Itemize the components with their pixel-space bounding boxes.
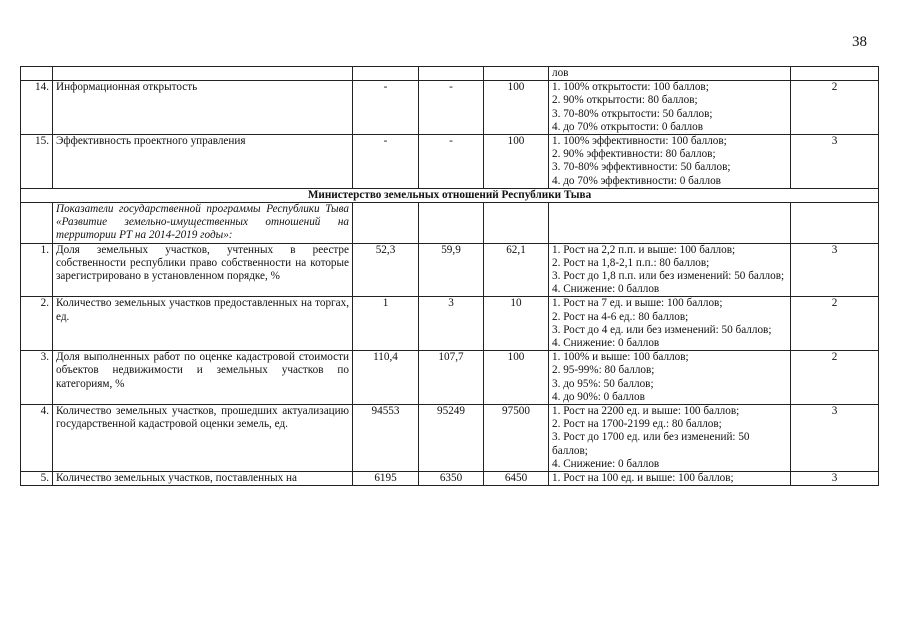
- program-subheader: Показатели государственной программы Республики Тыва «Развитие земельно-имущественных отношений на территории РТ на 2014-2019 годы»:: [53, 203, 353, 244]
- score-cell: 2: [791, 81, 879, 135]
- num-cell: 5.: [21, 472, 53, 486]
- criteria-cell: [549, 243, 791, 297]
- criteria-line: 2. Рост на 1,8-2,1 п.п.: 80 баллов;: [552, 256, 710, 269]
- num-cell: [21, 203, 53, 244]
- criteria-line: 4. до 70% открытости: 0 баллов: [552, 120, 704, 133]
- num-cell: 2.: [21, 297, 53, 351]
- value-1-cell: -: [353, 135, 419, 189]
- ministry-header-row: [21, 188, 879, 202]
- value-3-cell: 62,1: [484, 243, 549, 297]
- criteria-cell: [549, 203, 791, 244]
- num-cell: [21, 67, 53, 81]
- criteria-cell: [549, 405, 791, 472]
- value-cell: [484, 203, 549, 244]
- table-row: [21, 297, 879, 351]
- ministry-header: Министерство земельных отношений Республики Тыва: [21, 188, 879, 202]
- value-cell: [419, 203, 484, 244]
- score-cell: 3: [791, 472, 879, 486]
- table-body-top: [21, 67, 879, 189]
- criteria-line: 3. Рост до 4 ед. или без изменений: 50 баллов;: [552, 323, 772, 336]
- criteria-line: 2. Рост на 4-6 ед.: 80 баллов;: [552, 310, 689, 323]
- criteria-line: 3. Рост до 1,8 п.п. или без изменений: 50 баллов;: [552, 270, 785, 283]
- table-row: [21, 81, 879, 135]
- value-3-cell: 100: [484, 135, 549, 189]
- criteria-line: 4. до 90%: 0 баллов: [552, 390, 645, 403]
- num-cell: 1.: [21, 243, 53, 297]
- value-2-cell: 95249: [419, 405, 484, 472]
- ministry-section: [21, 188, 879, 243]
- value-cell: [353, 67, 419, 81]
- criteria-line: 3. 70-80% эффективности: 50 баллов;: [552, 161, 731, 174]
- score-cell: 2: [791, 297, 879, 351]
- table-row: [21, 405, 879, 472]
- name-cell: [53, 67, 353, 81]
- num-cell: 3.: [21, 351, 53, 405]
- value-2-cell: -: [419, 135, 484, 189]
- value-3-cell: 100: [484, 81, 549, 135]
- value-3-cell: 100: [484, 351, 549, 405]
- score-cell: 2: [791, 351, 879, 405]
- criteria-line: 2. Рост на 1700-2199 ед.: 80 баллов;: [552, 418, 722, 431]
- criteria-cell: [549, 67, 791, 81]
- criteria-line: 2. 95-99%: 80 баллов;: [552, 364, 655, 377]
- indicator-name-cell: Количество земельных участков, прошедших актуализацию государственной кадастровой оценки земель, ед.: [53, 405, 353, 472]
- value-2-cell: 59,9: [419, 243, 484, 297]
- value-cell: [419, 67, 484, 81]
- table-row: [21, 135, 879, 189]
- num-cell: 4.: [21, 405, 53, 472]
- indicator-name-cell: Количество земельных участков, поставленных на: [53, 472, 353, 486]
- value-cell: [484, 67, 549, 81]
- num-cell: 15.: [21, 135, 53, 189]
- value-3-cell: 97500: [484, 405, 549, 472]
- page-number: 38: [852, 34, 867, 50]
- criteria-cell: [549, 81, 791, 135]
- value-2-cell: 3: [419, 297, 484, 351]
- criteria-line: 4. Снижение: 0 баллов: [552, 283, 660, 296]
- criteria-line: 3. 70-80% открытости: 50 баллов;: [552, 107, 713, 120]
- value-2-cell: 107,7: [419, 351, 484, 405]
- criteria-line: 1. 100% открытости: 100 баллов;: [552, 81, 709, 94]
- score-cell: 3: [791, 135, 879, 189]
- criteria-cell: [549, 297, 791, 351]
- value-1-cell: 110,4: [353, 351, 419, 405]
- table-row: [21, 243, 879, 297]
- indicator-name-cell: Доля выполненных работ по оценке кадастровой стоимости объектов недвижимости и земельных участков по категориям, %: [53, 351, 353, 405]
- indicator-name-cell: Количество земельных участков предоставленных на торгах, ед.: [53, 297, 353, 351]
- table-body-bottom: [21, 243, 879, 486]
- value-1-cell: 94553: [353, 405, 419, 472]
- table-row: [21, 351, 879, 405]
- criteria-line: 3. до 95%: 50 баллов;: [552, 377, 654, 390]
- table-row: [21, 472, 879, 486]
- value-3-cell: 6450: [484, 472, 549, 486]
- value-3-cell: 10: [484, 297, 549, 351]
- value-cell: [353, 203, 419, 244]
- program-subheader-row: [21, 203, 879, 244]
- criteria-cell: [549, 135, 791, 189]
- value-2-cell: -: [419, 81, 484, 135]
- table-row: [21, 67, 879, 81]
- score-cell: 3: [791, 243, 879, 297]
- value-1-cell: 52,3: [353, 243, 419, 297]
- criteria-line: 4. Снижение: 0 баллов: [552, 337, 660, 350]
- criteria-line: 1. 100% и выше: 100 баллов;: [552, 351, 689, 364]
- score-cell: [791, 203, 879, 244]
- criteria-cell: [549, 472, 791, 486]
- criteria-line: лов: [552, 67, 569, 79]
- value-1-cell: -: [353, 81, 419, 135]
- value-2-cell: 6350: [419, 472, 484, 486]
- criteria-line: 2. 90% эффективности: 80 баллов;: [552, 148, 716, 161]
- criteria-line: 3. Рост до 1700 ед. или без изменений: 50 баллов;: [552, 431, 750, 457]
- criteria-line: 1. Рост на 2200 ед. и выше: 100 баллов;: [552, 405, 740, 418]
- score-cell: [791, 67, 879, 81]
- criteria-line: 4. Снижение: 0 баллов: [552, 457, 660, 470]
- criteria-line: 2. 90% открытости: 80 баллов;: [552, 94, 698, 107]
- indicators-table: [20, 66, 879, 486]
- value-1-cell: 6195: [353, 472, 419, 486]
- num-cell: 14.: [21, 81, 53, 135]
- criteria-line: 1. Рост на 2,2 п.п. и выше: 100 баллов;: [552, 243, 736, 256]
- criteria-line: 1. 100% эффективности: 100 баллов;: [552, 135, 727, 148]
- indicator-name-cell: Информационная открытость: [53, 81, 353, 135]
- criteria-line: 1. Рост на 7 ед. и выше: 100 баллов;: [552, 297, 723, 310]
- value-1-cell: 1: [353, 297, 419, 351]
- criteria-line: 1. Рост на 100 ед. и выше: 100 баллов;: [552, 472, 734, 485]
- criteria-line: 4. до 70% эффективности: 0 баллов: [552, 174, 721, 187]
- criteria-cell: [549, 351, 791, 405]
- indicator-name-cell: Эффективность проектного управления: [53, 135, 353, 189]
- indicator-name-cell: Доля земельных участков, учтенных в реестре собственности республики право собственности на которые зарегистрировано в установленном порядке, %: [53, 243, 353, 297]
- score-cell: 3: [791, 405, 879, 472]
